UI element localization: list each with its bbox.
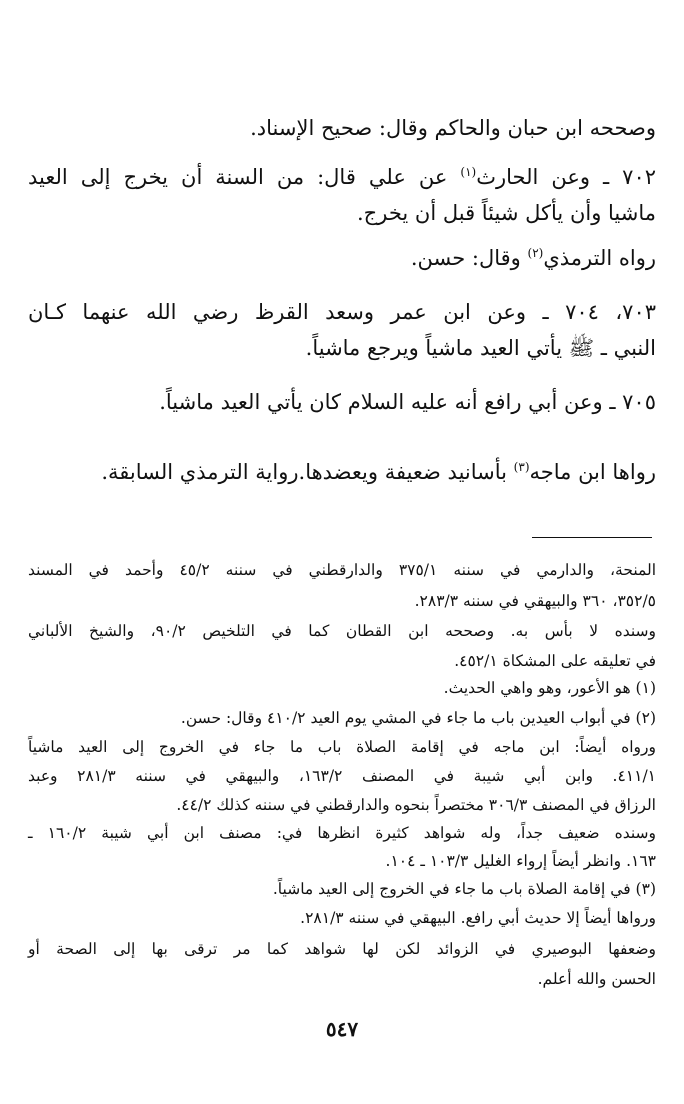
main-text-line	[28, 452, 656, 492]
main-text-line: وصححه ابن حبان والحاكم وقال: صحيح الإسناد.	[250, 116, 656, 140]
hadith-702-text: ٧٠٢ ـ وعن الحارث	[476, 165, 657, 189]
page-number: ٥٤٧	[325, 1017, 359, 1041]
footnote-line: ١٦٣. وانظر أيضاً إرواء الغليل ١٠٣/٣ ـ ١٠٤.	[385, 852, 656, 870]
footnote-ref-3[interactable]: (٣)	[513, 460, 530, 474]
footnote-line: ورواه أيضاً: ابن ماجه في إقامة الصلاة باب ما جاء في الخروج إلى العيد ماشياً	[28, 738, 656, 756]
footnote-separator	[532, 537, 652, 538]
narration-text: رواه الترمذي	[543, 246, 656, 270]
footnote-line: وسنده لا بأس به. وصححه ابن القطان كما في التلخيص ٩٠/٢، والشيخ الألباني	[28, 622, 656, 640]
narration-text-cont: وقال: حسن.	[410, 246, 528, 270]
footnote-ref-2[interactable]: (٢)	[527, 246, 544, 260]
footnote-line: في تعليقه على المشكاة ٤٥٢/١.	[454, 652, 656, 670]
footnote-line: ٣٥٢/٥، ٣٦٠ والبيهقي في سننه ٢٨٣/٣.	[414, 592, 656, 610]
footnote-line: ٤١١/١. وابن أبي شيبة في المصنف ١٦٣/٢، والبيهقي في سننه ٢٨١/٣ وعبد	[28, 767, 656, 785]
narration-text-cont: بأسانيد ضعيفة ويعضدها.رواية الترمذي السابقة.	[101, 460, 514, 484]
hadith-703-704-line: ٧٠٣، ٧٠٤ ـ وعن ابن عمر وسعد القرظ رضي الله عنهما كـان	[28, 300, 657, 324]
footnote-ref-1[interactable]: (١)	[460, 165, 477, 179]
main-text-line: ماشيا وأن يأكل شيئاً قبل أن يخرج.	[357, 201, 656, 225]
footnote-line: وضعفها البوصيري في الزوائد لكن لها شواهد كما مر ترقى بها إلى الصحة أو	[28, 940, 656, 958]
hadith-702-text-cont: عن علي قال: من السنة أن يخرج إلى العيد	[28, 165, 461, 189]
footnote-3: (٣) في إقامة الصلاة باب ما جاء في الخروج إلى العيد ماشياً.	[272, 880, 656, 898]
footnote-1: (١) هو الأعور، وهو واهي الحديث.	[443, 679, 656, 697]
footnote-2: (٢) في أبواب العيدين باب ما جاء في المشي يوم العيد ٤١٠/٢ وقال: حسن.	[180, 709, 656, 727]
footnote-line: وسنده ضعيف جداً، وله شواهد كثيرة انظرها في: مصنف ابن أبي شيبة ١٦٠/٢ ـ	[28, 824, 656, 842]
main-text-line: النبي ـ ﷺ يأتي العيد ماشياً ويرجع ماشياً.	[305, 336, 656, 360]
hadith-705-line: ٧٠٥ ـ وعن أبي رافع أنه عليه السلام كان يأتي العيد ماشياً.	[159, 390, 656, 414]
narration-text: رواها ابن ماجه	[529, 460, 656, 484]
main-text-line	[28, 238, 656, 278]
hadith-702-line	[28, 157, 656, 197]
footnote-line: المنحة، والدارمي في سننه ٣٧٥/١ والدارقطني في سننه ٤٥/٢ وأحمد في المسند	[28, 561, 657, 579]
footnote-line: الرزاق في المصنف ٣٠٦/٣ مختصراً بنحوه والدارقطني في سننه كذلك ٤٤/٢.	[176, 796, 656, 814]
footnote-line: ورواها أيضاً إلا حديث أبي رافع. البيهقي في سننه ٢٨١/٣.	[300, 909, 656, 927]
footnote-line: الحسن والله أعلم.	[537, 970, 656, 988]
